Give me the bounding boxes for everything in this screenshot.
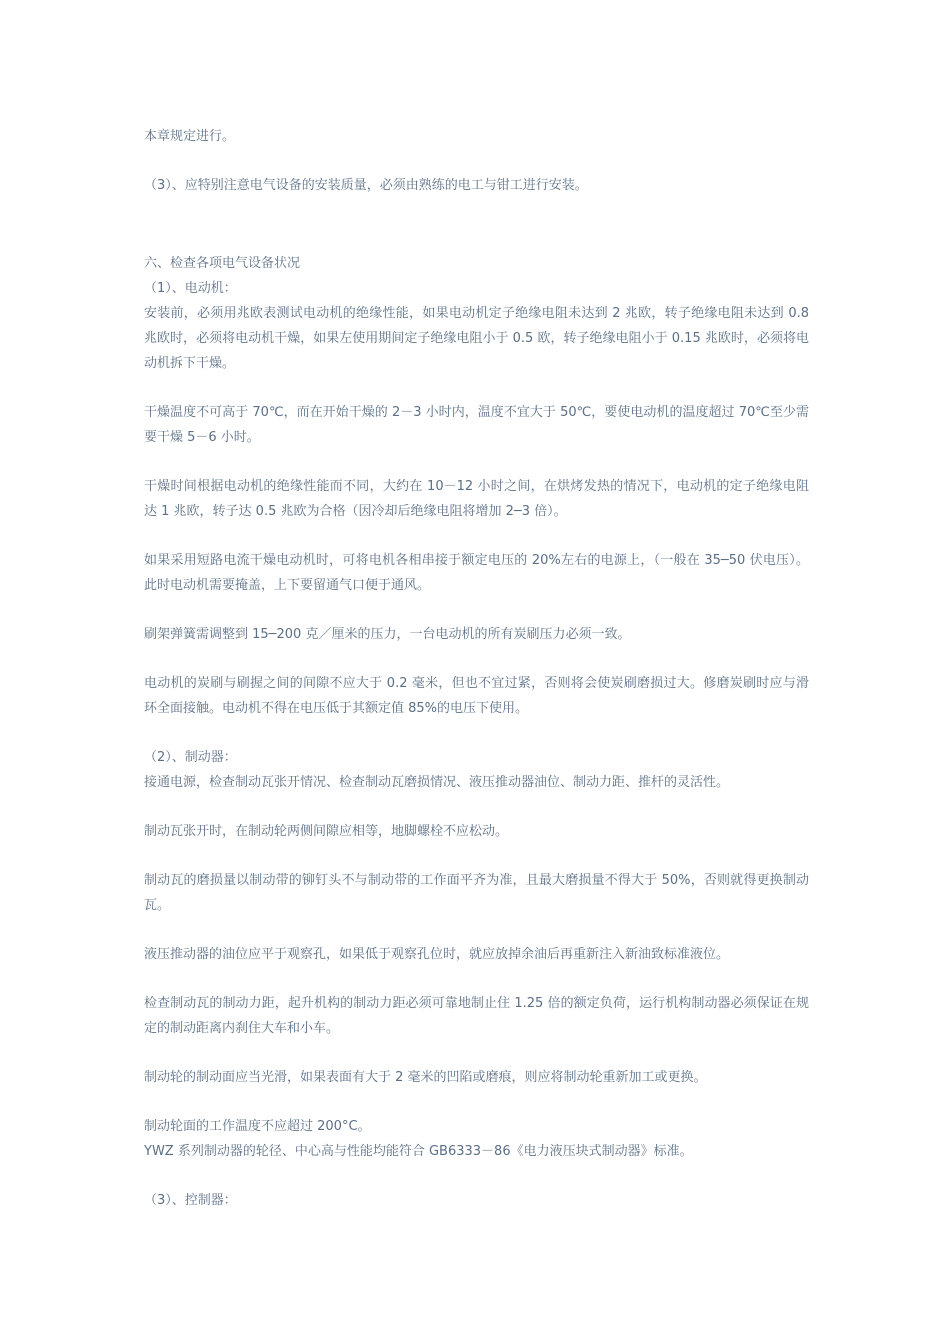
paragraph-brake-gap: 制动瓦张开时，在制动轮两侧间隙应相等，地脚螺栓不应松动。 <box>144 824 509 839</box>
subheading-controller: （3）、控制器： <box>144 1193 237 1208</box>
paragraph-braking-torque: 检查制动瓦的制动力距，起升机构的制动力距必须可靠地制止住 1.25 倍的额定负荷，运行机构制动器必须保证在规定的制动距离内刹住大车和小车。 <box>144 996 809 1036</box>
paragraph-brake-temperature: 制动轮面的工作温度不应超过 200°C。 <box>144 1119 371 1134</box>
paragraph-hydraulic-oil: 液压推动器的油位应平于观察孔，如果低于观察孔位时，就应放掉余油后再重新注入新油致标准液位。 <box>144 947 730 962</box>
paragraph-short-circuit-drying: 如果采用短路电流干燥电动机时，可将电机各相串接于额定电压的 20%左右的电源上，（一般在 35─50 伏电压）。此时电动机需要掩盖，上下要留通气口便于通风。 <box>144 553 809 593</box>
subheading-motor: （1）、电动机： <box>144 281 237 296</box>
paragraph-insulation-test: 安装前，必须用兆欧表测试电动机的绝缘性能，如果电动机定子绝缘电阻未达到 2 兆欧，转子绝缘电阻未达到 0.8 兆欧时，必须将电动机干燥，如果左使用期间定子绝缘电阻小于 0.5 欧，转子绝缘电阻小于 0.15 兆欧时，必须将电动机拆下干燥。 <box>144 306 809 371</box>
document-page <box>144 124 809 1213</box>
paragraph-drying-temperature: 干燥温度不可高于 70℃，而在开始干燥的 2－3 小时内，温度不宜大于 50℃，要使电动机的温度超过 70℃至少需要干燥 5－6 小时。 <box>144 405 809 445</box>
section-heading-check-electrical: 六、检查各项电气设备状况 <box>144 256 301 271</box>
paragraph-install-quality: （3）、应特别注意电气设备的安装质量，必须由熟练的电工与钳工进行安装。 <box>144 178 588 193</box>
paragraph-brake-wear: 制动瓦的磨损量以制动带的铆钉头不与制动带的工作面平齐为准，且最大磨损量不得大于 50%，否则就得更换制动瓦。 <box>144 873 809 913</box>
paragraph-chapter-rule: 本章规定进行。 <box>144 129 236 144</box>
paragraph-brush-gap: 电动机的炭刷与刷握之间的间隙不应大于 0.2 毫米，但也不宜过紧，否则将会使炭刷磨损过大。修磨炭刷时应与滑环全面接触。电动机不得在电压低于其额定值 85%的电压下使用。 <box>144 676 809 716</box>
paragraph-drying-time: 干燥时间根据电动机的绝缘性能而不同，大约在 10－12 小时之间，在烘烤发热的情况下，电动机的定子绝缘电阻达 1 兆欧，转子达 0.5 兆欧为合格（因冷却后绝缘电阻将增加 2─3 倍）。 <box>144 479 809 519</box>
paragraph-brake-wheel-surface: 制动轮的制动面应当光滑，如果表面有大于 2 毫米的凹陷或磨痕，则应将制动轮重新加工或更换。 <box>144 1070 707 1085</box>
paragraph-brake-power-check: 接通电源，检查制动瓦张开情况、检查制动瓦磨损情况、液压推动器油位、制动力距、推杆的灵活性。 <box>144 775 730 790</box>
subheading-brake: （2）、制动器： <box>144 750 237 765</box>
paragraph-ywz-standard: YWZ 系列制动器的轮径、中心高与性能均能符合 GB6333－86《电力液压块式制动器》标准。 <box>144 1144 693 1159</box>
paragraph-brush-spring: 刷架弹簧需调整到 15─200 克／厘米的压力，一台电动机的所有炭刷压力必须一致。 <box>144 627 631 642</box>
